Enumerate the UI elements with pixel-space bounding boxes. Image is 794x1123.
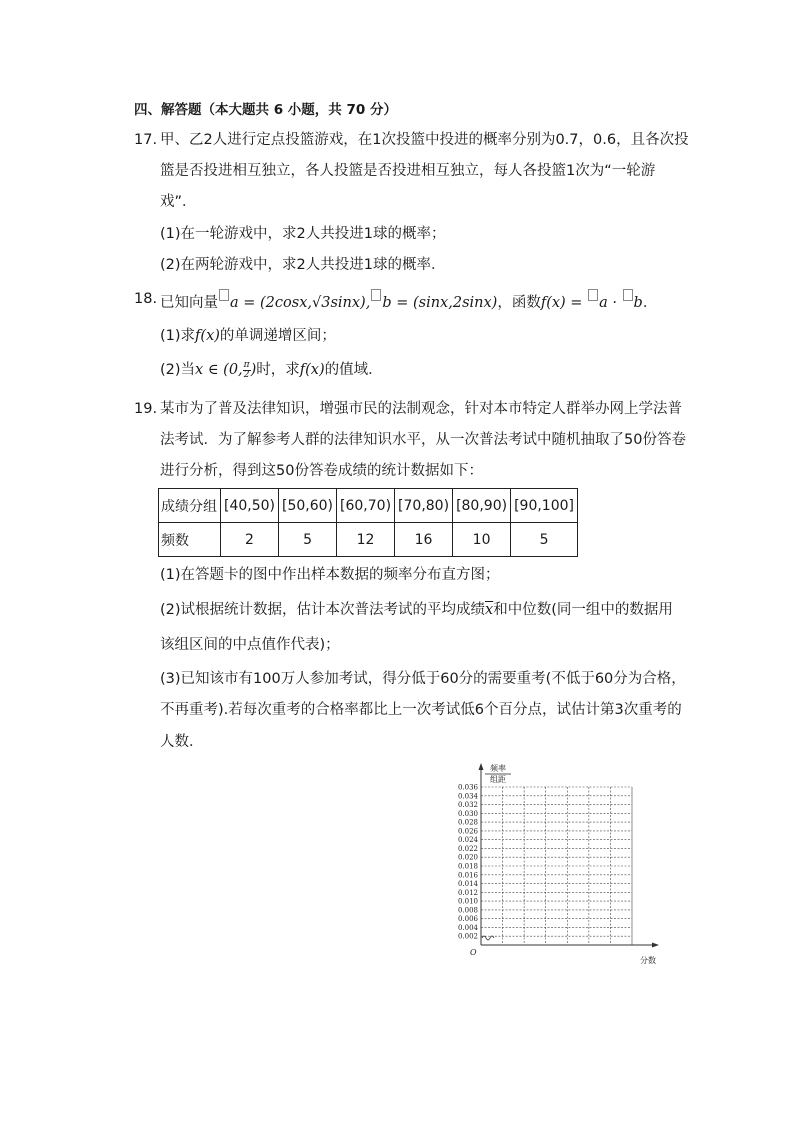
y-axis-arrow-icon bbox=[479, 763, 484, 770]
q17-part2: (2)在两轮游戏中，求2人共投进1球的概率． bbox=[160, 257, 446, 273]
y-tick-label: 0.032 bbox=[457, 801, 478, 810]
y-label-denominator: 组距 bbox=[490, 775, 506, 784]
q18-part1-fx: f(x) bbox=[195, 328, 220, 344]
vector-arrow-icon bbox=[588, 289, 598, 301]
q19-part3-line: 不再重考).若每次重考的合格率都比上一次考试低6个百分点，试估计第3次重考的 bbox=[160, 702, 682, 718]
q19-intro-line: 某市为了普及法律知识，增强市民的法制观念，针对本市特定人群举办网上学法普 bbox=[160, 401, 682, 417]
y-tick-label: 0.008 bbox=[457, 906, 478, 915]
chart-y-ticks bbox=[458, 784, 479, 941]
table-cell: 16 bbox=[395, 523, 453, 557]
func-def: f(x) = bbox=[540, 295, 588, 311]
pi-over-2-fraction bbox=[243, 361, 251, 380]
q19-intro-line: 进行分析，得到这50份答卷成绩的统计数据如下： bbox=[160, 463, 483, 479]
x-bar: $\overline{x}$ bbox=[485, 602, 494, 618]
q19-part2-pre: (2)试根据统计数据，估计本次普法考试的平均成绩 bbox=[160, 602, 486, 618]
q18-part2-close: ) bbox=[250, 362, 257, 378]
axis-break-icon bbox=[482, 936, 494, 940]
vector-a: a bbox=[230, 295, 239, 311]
q17-line: 甲、乙2人进行定点投篮游戏，在1次投篮中投进的概率分别为0.7，0.6，且各次投 bbox=[160, 132, 689, 148]
frequency-table bbox=[158, 488, 578, 557]
y-tick-label: 0.022 bbox=[457, 844, 478, 853]
y-label-numerator: 频率 bbox=[490, 764, 506, 773]
vector-arrow-icon bbox=[219, 289, 229, 301]
table-cell: [50,60) bbox=[279, 489, 337, 523]
q18-part2-post: 的值域． bbox=[324, 362, 383, 378]
vector-b: b bbox=[382, 295, 392, 311]
table-cell: [70,80) bbox=[395, 489, 453, 523]
q19-part3-line: (3)已知该市有100万人参加考试，得分低于60分的需要重考(不低于60分为合格， bbox=[160, 671, 686, 687]
question-number-17: 17. bbox=[134, 132, 158, 148]
y-tick-label: 0.006 bbox=[457, 915, 478, 924]
y-tick-label: 0.010 bbox=[457, 897, 478, 906]
y-tick-label: 0.020 bbox=[457, 853, 478, 862]
func-prefix: ，函数 bbox=[497, 295, 541, 311]
table-row bbox=[159, 523, 578, 557]
q18-part2-pre: (2)当 bbox=[160, 362, 196, 378]
func-b: b bbox=[633, 295, 643, 311]
origin-label: O bbox=[470, 948, 477, 957]
y-tick-label: 0.036 bbox=[457, 783, 478, 792]
y-tick-label: 0.018 bbox=[457, 862, 478, 871]
q19-part2-post: 和中位数(同一组中的数据用 bbox=[493, 602, 673, 618]
q18-part1-pre: (1)求 bbox=[160, 328, 196, 344]
y-tick-label: 0.030 bbox=[457, 809, 478, 818]
vector-arrow-icon bbox=[623, 289, 633, 301]
x-axis-arrow-icon bbox=[652, 943, 659, 948]
y-tick-label: 0.014 bbox=[457, 880, 478, 889]
q18-part2-x: x ∈ (0, bbox=[195, 362, 243, 378]
vector-arrow-icon bbox=[371, 289, 381, 301]
q17-part1: (1)在一轮游戏中，求2人共投进1球的概率； bbox=[160, 226, 446, 242]
table-cell: 2 bbox=[221, 523, 279, 557]
chart-grid bbox=[481, 787, 632, 945]
q18-prefix: 已知向量 bbox=[160, 295, 218, 311]
dot-operator: · bbox=[607, 295, 622, 311]
question-number-19: 19. bbox=[134, 401, 158, 417]
q17-line: 戏”． bbox=[160, 194, 197, 210]
y-tick-label: 0.024 bbox=[457, 836, 478, 845]
frac-den: 2 bbox=[243, 369, 250, 380]
q19-intro-line: 法考试．为了解参考人群的法律知识水平，从一次普法考试中随机抽取了50份答卷 bbox=[160, 432, 686, 448]
histogram-grid-chart bbox=[440, 755, 670, 970]
q18-part2 bbox=[160, 360, 383, 380]
q18-statement bbox=[160, 289, 657, 313]
y-tick-label: 0.026 bbox=[457, 827, 478, 836]
question-number-18: 18. bbox=[134, 291, 158, 307]
y-tick-label: 0.016 bbox=[457, 871, 478, 880]
period: ． bbox=[642, 295, 658, 311]
y-tick-label: 0.012 bbox=[457, 888, 478, 897]
table-cell: [80,90) bbox=[453, 489, 511, 523]
table-cell: 5 bbox=[279, 523, 337, 557]
x-axis-label: 分数 bbox=[640, 956, 656, 965]
table-cell: 12 bbox=[337, 523, 395, 557]
q19-part1: (1)在答题卡的图中作出样本数据的频率分布直方图； bbox=[160, 567, 500, 583]
frac-num: π bbox=[243, 359, 250, 370]
table-cell: 10 bbox=[453, 523, 511, 557]
table-header-cell: 频数 bbox=[159, 523, 221, 557]
table-cell: [90,100] bbox=[511, 489, 578, 523]
y-tick-label: 0.028 bbox=[457, 818, 478, 827]
func-a: a bbox=[599, 295, 608, 311]
table-cell: [60,70) bbox=[337, 489, 395, 523]
q19-part2 bbox=[160, 600, 673, 620]
q17-line: 篮是否投进相互独立，各人投篮是否投进相互独立，每人各投篮1次为“一轮游 bbox=[160, 163, 656, 179]
y-tick-label: 0.002 bbox=[457, 932, 478, 941]
vector-a-value: = (2cosx,√3sinx), bbox=[238, 295, 371, 311]
q19-part3-line: 人数． bbox=[160, 734, 204, 750]
table-cell: 5 bbox=[511, 523, 578, 557]
y-tick-label: 0.034 bbox=[457, 792, 478, 801]
section-title: 四、解答题（本大题共 6 小题，共 70 分） bbox=[134, 102, 397, 118]
vector-b-value: = (sinx,2sinx) bbox=[391, 295, 498, 311]
q19-part2-cont: 该组区间的中点值作代表)； bbox=[160, 637, 340, 653]
q18-part2-mid: 时，求 bbox=[256, 362, 300, 378]
q18-part1 bbox=[160, 326, 336, 346]
table-header-cell: 成绩分组 bbox=[159, 489, 221, 523]
table-row bbox=[159, 489, 578, 523]
y-tick-label: 0.004 bbox=[457, 923, 478, 932]
q18-part1-post: 的单调递增区间； bbox=[219, 328, 336, 344]
table-cell: [40,50) bbox=[221, 489, 279, 523]
q18-part2-fx: f(x) bbox=[299, 362, 325, 378]
